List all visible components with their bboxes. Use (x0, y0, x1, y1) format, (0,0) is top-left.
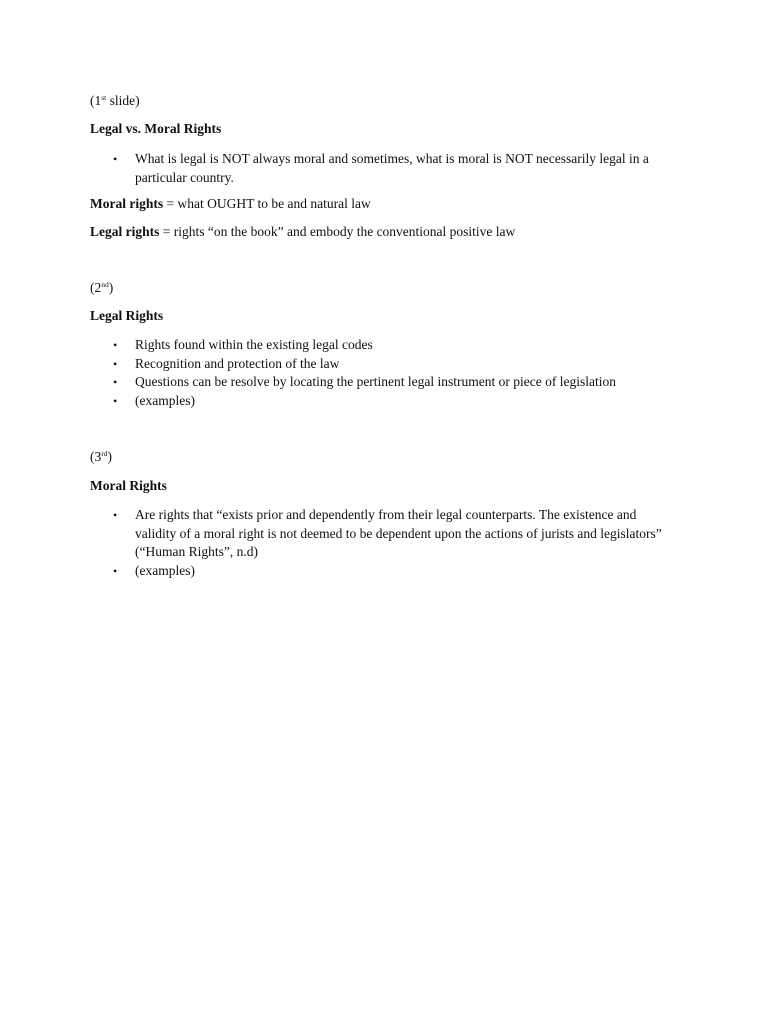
bullet-icon: • (113, 508, 118, 522)
bullet-list-2 (0, 336, 675, 410)
list-item: • Rights found within the existing legal codes (0, 336, 675, 355)
bullet-icon: • (113, 375, 118, 389)
bullet-icon: • (113, 152, 118, 166)
bullet-icon: • (113, 338, 118, 352)
list-item: • Recognition and protection of the law (0, 355, 675, 374)
bullet-icon: • (113, 563, 118, 578)
bullet-icon: • (113, 356, 118, 371)
section-heading-moral-rights: Moral Rights (90, 478, 167, 493)
section-heading-legal-rights: Legal Rights (90, 308, 164, 323)
list-item: • What is legal is NOT always moral and sometimes, what is moral is NOT necessarily legal in a particular country. (113, 151, 649, 185)
slide-marker-2: (2nd) (90, 280, 114, 295)
definition-moral-rights: Moral rights = what OUGHT to be and natural law (90, 196, 371, 211)
bullet-icon: • (113, 393, 118, 408)
list-item: • (examples) (0, 392, 675, 411)
section-heading-legal-vs-moral: Legal vs. Moral Rights (90, 121, 222, 136)
bullet-list-1 (0, 150, 675, 187)
definition-legal-rights: Legal rights = rights “on the book” and embody the conventional positive law (90, 224, 516, 239)
slide-marker-1: (1st slide) (90, 93, 140, 108)
bullet-list-3 (0, 506, 680, 580)
list-item: • Are rights that “exists prior and dependently from their legal counterparts. The existence and validity of a moral right is not deemed to be dependent upon the actions of jurists and legislators” (“Human Rights”, n.d) (113, 507, 662, 559)
list-item: • Questions can be resolve by locating the pertinent legal instrument or piece of legislation (0, 373, 675, 392)
slide-marker-3: (3rd) (90, 449, 112, 464)
list-item: • (examples) (0, 562, 675, 581)
